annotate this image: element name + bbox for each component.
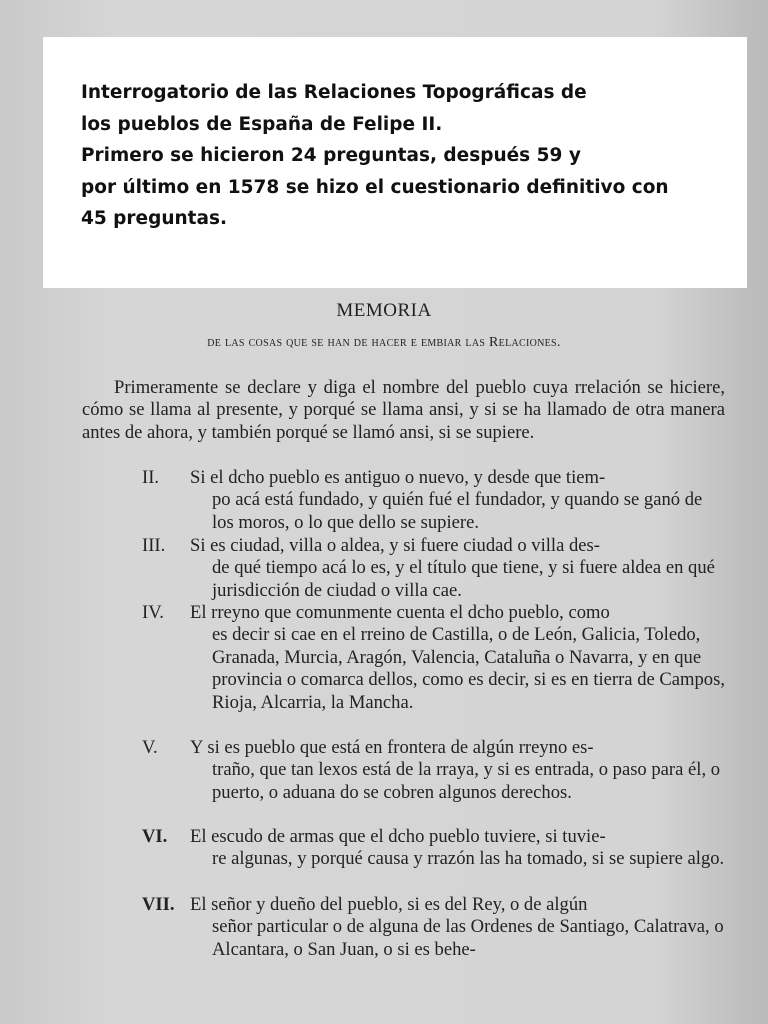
question-continuation: re algunas, y porqué causa y rrazón las ha tomado, si se supiere algo. [212,848,725,870]
question-first-line: Si es ciudad, villa o aldea, y si fuere ciudad o villa des- [190,535,600,556]
question-first-line: El señor y dueño del pueblo, si es del Rey, o de algún [190,894,588,915]
question-item [142,467,728,534]
question-first-line: Si el dcho pueblo es antiguo o nuevo, y desde que tiem- [190,467,606,488]
question-first-line: El escudo de armas que el dcho pueblo tuviere, si tuvie- [190,826,606,847]
question-continuation: de qué tiempo acá lo es, y el título que tiene, y si fuere aldea en qué jurisdicción de ciudad o villa cae. [212,557,715,601]
document-title: MEMORIA [336,300,432,321]
caption-box [43,37,747,288]
question-item [142,535,728,602]
question-continuation: po acá está fundado, y quién fué el fundador, y quando se ganó de los moros, o lo que dello se supiere. [212,489,703,533]
question-number: IV. [142,602,164,623]
question-number: III. [142,535,166,556]
question-continuation: señor particular o de alguna de las Ordenes de Santiago, Calatrava, o Alcantara, o San Juan, o si es behe- [212,916,724,960]
caption-line: 45 preguntas. [81,208,228,229]
caption-line: los pueblos de España de Felipe II. [81,113,443,135]
question-item [142,602,728,714]
question-number: VI. [142,826,168,847]
caption-line: Interrogatorio de las Relaciones Topográficas de [81,82,587,103]
intro-paragraph: Primeramente se declare y diga el nombre del pueblo cuya rrelación se hiciere, cómo se llama al presente, y porqué se llama ansi, y si se ha llamado de otra manera antes de ahora, y también porqué se llamó ansi, si se supiere. [82,377,725,443]
question-first-line: El rreyno que comunmente cuenta el dcho pueblo, como [190,602,610,623]
document-subtitle: de las cosas que se han de hacer e embiar las Relaciones. [207,335,561,350]
question-number: VII. [142,894,175,915]
question-item [142,826,728,871]
caption-line: por último en 1578 se hizo el cuestionario definitivo con [81,176,669,198]
question-item [142,737,728,804]
question-number: II. [142,467,160,488]
question-number: V. [142,737,158,758]
question-continuation: es decir si cae en el rreino de Castilla, o de León, Galicia, Toledo, Granada, Murcia, Aragón, Valencia, Cataluña o Navarra, y en que provincia o comarca dellos, como es decir, si es en tierra de Campos, Rioja, Alcarria, la Mancha. [212,624,725,713]
caption-line: Primero se hicieron 24 preguntas, después 59 y [81,145,581,166]
question-first-line: Y si es pueblo que está en frontera de algún rreyno es- [190,737,594,758]
question-item [142,894,728,961]
question-continuation: traño, que tan lexos está de la rraya, y si es entrada, o paso para él, o puerto, o aduana do se cobren algunos derechos. [212,759,721,803]
